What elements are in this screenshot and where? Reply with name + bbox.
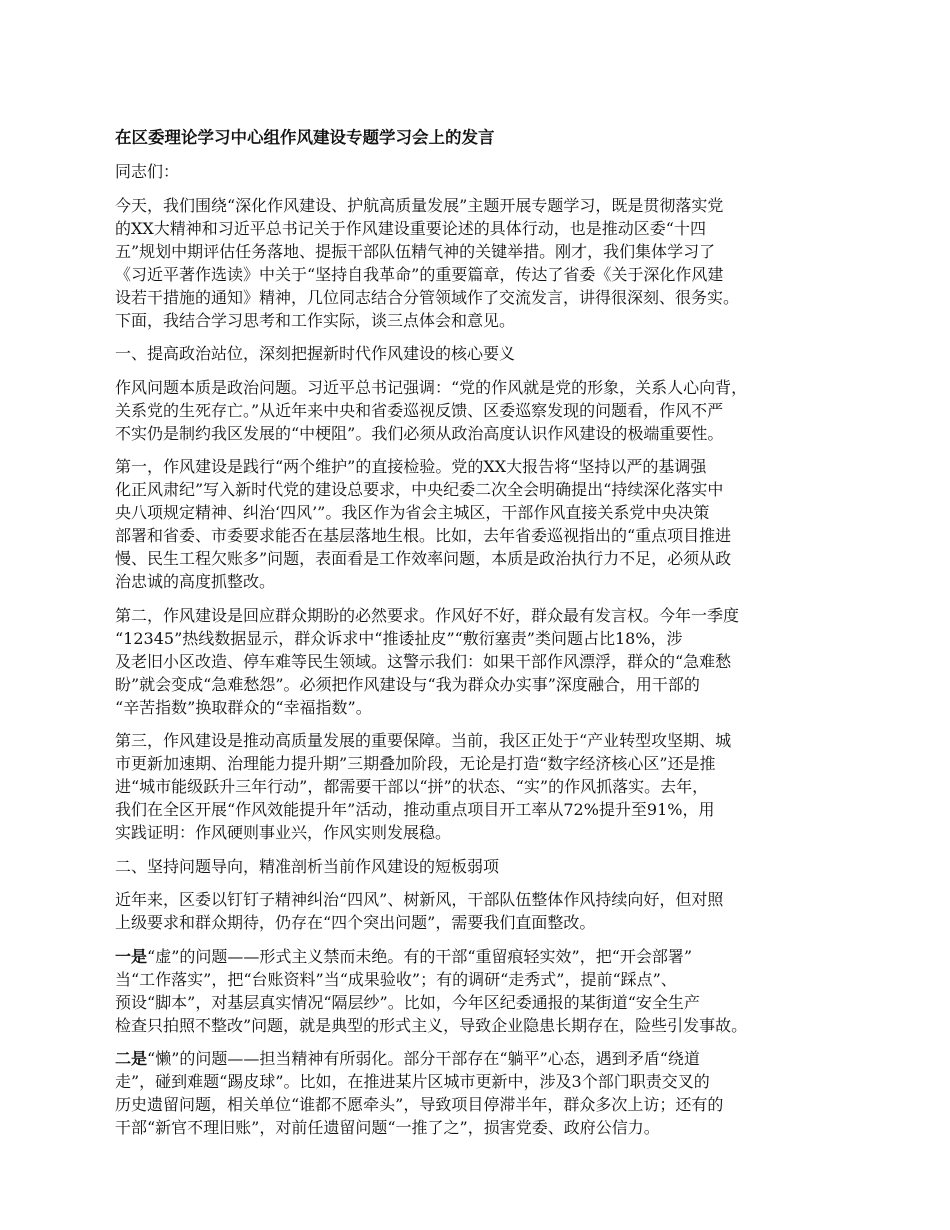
text-line — [115, 729, 855, 752]
line-text: 第三，作风建设是推动高质量发展的重要保障。当前，我区正处于“产业转型攻坚期、城 — [115, 731, 732, 750]
text-line — [115, 478, 855, 501]
line-text: 今天，我们围绕“深化作风建设、护航高质量发展”主题开展专题学习，既是贯彻落实党 — [115, 195, 724, 215]
text-line — [115, 821, 855, 844]
paragraph — [115, 455, 855, 593]
line-text: 及老旧小区改造、停车难等民生领域。这警示我们：如果干部作风漂浮，群众的“急难愁 — [115, 651, 732, 671]
text-line — [115, 696, 855, 719]
paragraph — [115, 888, 855, 934]
text-line — [115, 1116, 855, 1139]
text-line — [115, 855, 855, 878]
text-line — [115, 991, 855, 1014]
line-text: 部署和省委、市委要求能否在基层落地生根。比如，去年省委巡视指出的“重点项目推进 — [115, 526, 732, 545]
text-line — [115, 263, 855, 286]
line-text: 第一，作风建设是践行“两个维护”的直接检验。党的XX大报告将“坚持以严的基调强 — [115, 457, 707, 476]
text-line — [115, 240, 855, 263]
text-line — [115, 286, 855, 309]
line-text: 二、坚持问题导向，精准剖析当前作风建设的短板弱项 — [115, 856, 500, 876]
paragraph — [115, 376, 855, 445]
text-line — [115, 673, 855, 696]
text-line — [115, 752, 855, 775]
line-text: 关系党的生死存亡。”从近年来中央和省委巡视反馈、区委巡察发现的问题看，作风不严 — [115, 400, 724, 420]
line-text: “辛苦指数”换取群众的“幸福指数”。 — [115, 697, 372, 717]
text-line — [115, 547, 855, 570]
text-line — [115, 604, 855, 627]
line-text: 化正风肃纪”写入新时代党的建设总要求，中央纪委二次全会明确提出“持续深化落实中 — [115, 480, 724, 499]
text-line — [115, 888, 855, 911]
document-body — [115, 160, 855, 1139]
text-line — [115, 775, 855, 798]
line-text: 市更新加速期、治理能力提升期”三期叠加阶段，无论是打造“数字经济核心区”还是推 — [115, 754, 716, 773]
text-line — [115, 1014, 855, 1037]
text-line — [115, 399, 855, 422]
text-line — [115, 968, 855, 991]
paragraph — [115, 855, 855, 878]
line-text: 《习近平著作选读》中关于“坚持自我革命”的重要篇章，传达了省委《关于深化作风建 — [115, 264, 724, 284]
text-line — [115, 945, 855, 968]
line-text: 不实仍是制约我区发展的“中梗阻”。我们必须从政治高度认识作风建设的极端重要性。 — [115, 423, 724, 443]
line-text: “12345”热线数据显示，群众诉求中“推诿扯皮”“敷衍塞责”类问题占比18%，涉 — [115, 628, 683, 648]
document-title: 在区委理论学习中心组作风建设专题学习会上的发言 — [115, 128, 495, 147]
text-line — [115, 570, 855, 593]
line-text: 一、提高政治站位，深刻把握新时代作风建设的核心要义 — [115, 344, 516, 363]
bold-prefix: 二是 — [115, 1049, 148, 1068]
paragraph — [115, 160, 855, 183]
paragraph — [115, 604, 855, 719]
text-line — [115, 309, 855, 332]
line-text: 央八项规定精神、纠治‘四风’”。我区作为省会主城区，干部作风直接关系党中央决策 — [115, 503, 710, 522]
bold-prefix: 一是 — [115, 946, 148, 966]
paragraph — [115, 945, 855, 1037]
line-text: 作风问题本质是政治问题。习近平总书记强调：“党的作风就是党的形象，关系人心向背， — [115, 377, 748, 397]
line-text: 盼”就会变成“急难愁怨”。必须把作风建设与“我为群众办实事”深度融合，用干部的 — [115, 674, 700, 694]
line-text: 治忠诚的高度抓整改。 — [115, 572, 276, 591]
text-line — [115, 194, 855, 217]
line-text: 走”，碰到难题“踢皮球”。比如，在推进某片区城市更新中，涉及3个部门职责交叉的 — [115, 1072, 710, 1091]
line-text: 我们在全区开展“作风效能提升年”活动，推动重点项目开工率从72%提升至91%，用 — [115, 800, 715, 819]
document-page — [115, 126, 855, 1150]
paragraph — [115, 729, 855, 844]
text-line — [115, 422, 855, 445]
text-line — [115, 376, 855, 399]
text-line — [115, 911, 855, 934]
line-text: 上级要求和群众期待，仍存在“四个突出问题”，需要我们直面整改。 — [115, 913, 596, 932]
line-text: 实践证明：作风硬则事业兴，作风实则发展稳。 — [115, 823, 452, 842]
text-line — [115, 798, 855, 821]
line-text: 历史遗留问题，相关单位“谁都不愿牵头”，导致项目停滞半年，群众多次上访；还有的 — [115, 1095, 724, 1114]
text-line — [115, 160, 855, 183]
text-line — [115, 524, 855, 547]
text-line — [115, 1070, 855, 1093]
text-line — [115, 627, 855, 650]
text-line — [115, 217, 855, 240]
paragraph — [115, 194, 855, 332]
line-text: 干部“新官不理旧账”，对前任遗留问题“一推了之”，损害党委、政府公信力。 — [115, 1118, 660, 1137]
text-line — [115, 501, 855, 524]
line-text: 慢、民生工程欠账多”问题，表面看是工作效率问题，本质是政治执行力不足，必须从政 — [115, 549, 732, 568]
line-text: 第二，作风建设是回应群众期盼的必然要求。作风好不好，群众最有发言权。今年一季度 — [115, 605, 740, 625]
paragraph — [115, 342, 855, 365]
text-line — [115, 455, 855, 478]
line-text: 五”规划中期评估任务落地、提振干部队伍精气神的关键举措。刚才，我们集体学习了 — [115, 241, 716, 261]
text-line — [115, 650, 855, 673]
line-text: 预设“脚本”，对基层真实情况“隔层纱”。比如，今年区纪委通报的某街道“安全生产 — [115, 992, 700, 1012]
line-text: 设若干措施的通知》精神，几位同志结合分管领域作了交流发言，讲得很深刻、很务实。 — [115, 287, 740, 307]
line-text: 当“工作落实”，把“台账资料”当“成果验收”；有的调研“走秀式”，提前“踩点”、 — [115, 969, 677, 989]
text-line — [115, 1047, 855, 1070]
text-line — [115, 1093, 855, 1116]
line-text: “懒”的问题——担当精神有所弱化。部分干部存在“躺平”心态，遇到矛盾“绕道 — [147, 1049, 700, 1068]
line-text: 同志们： — [115, 162, 180, 181]
line-text: 检查只拍照不整改”问题，就是典型的形式主义，导致企业隐患长期存在，险些引发事故。 — [115, 1015, 748, 1035]
line-text: 下面，我结合学习思考和工作实际，谈三点体会和意见。 — [115, 310, 516, 330]
line-text: 的XX大精神和习近平总书记关于作风建设重要论述的具体行动，也是推动区委“十四 — [115, 218, 706, 238]
line-text: 进“城市能级跃升三年行动”，都需要干部以“拼”的状态、“实”的作风抓落实。去年， — [115, 777, 709, 796]
paragraph — [115, 1047, 855, 1139]
line-text: “虚”的问题——形式主义禁而未绝。有的干部“重留痕轻实效”，把“开会部署” — [147, 946, 693, 966]
text-line — [115, 342, 855, 365]
line-text: 近年来，区委以钉钉子精神纠治“四风”、树新风，干部队伍整体作风持续向好，但对照 — [115, 890, 724, 909]
